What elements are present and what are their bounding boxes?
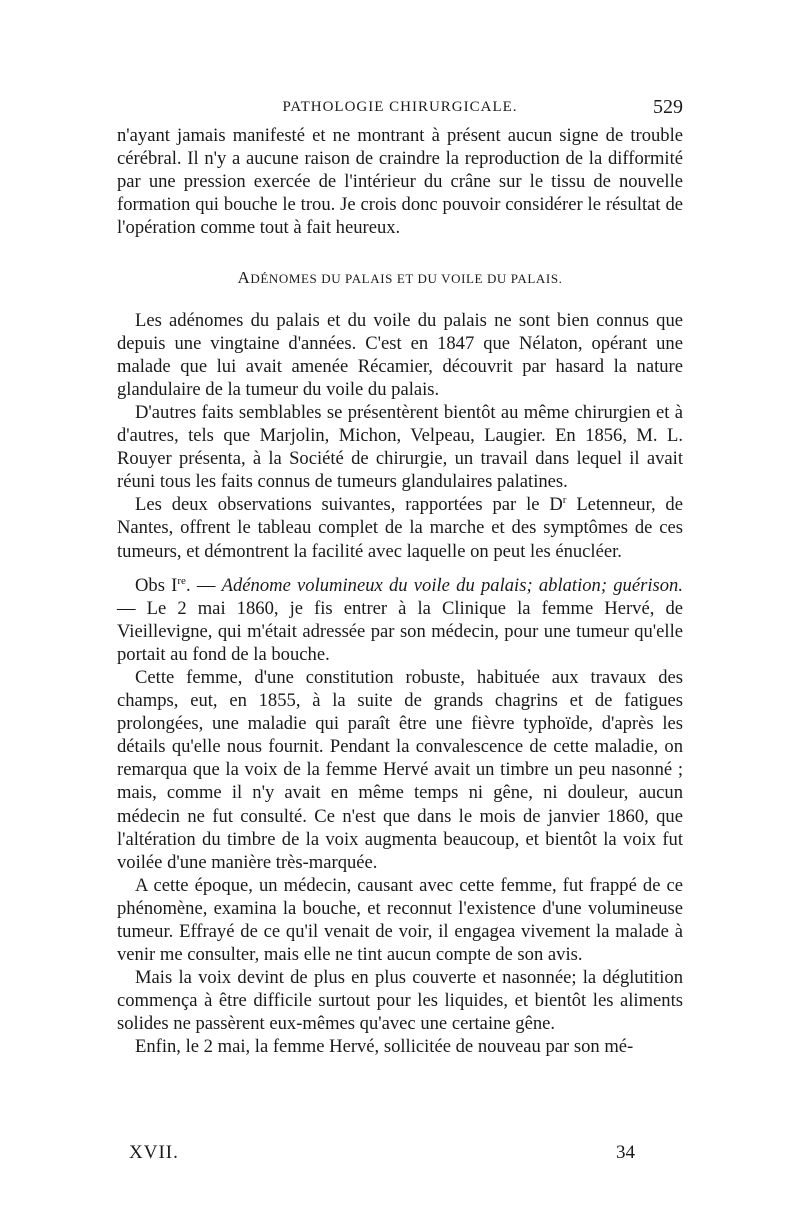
observation-title: Adénome volumineux du voile du palais; ablation; guérison. bbox=[221, 574, 683, 596]
running-title: PATHOLOGIE CHIRURGICALE. bbox=[282, 99, 518, 115]
paragraph-observations-rest: Letenneur, de Nantes, offrent le tableau complet de la marche et des symptômes de ces tumeurs, et démontrent la facilité avec laquelle on peut les énucléer. bbox=[117, 494, 683, 562]
section-heading-initial: A bbox=[237, 268, 251, 288]
page-header bbox=[117, 96, 683, 120]
section-heading-text: DÉNOMES DU PALAIS ET DU VOILE DU PALAIS. bbox=[250, 271, 563, 287]
observation-text: — Le 2 mai 1860, je fis entrer à la Clinique la femme Hervé, de Vieillevigne, qui m'était adressée par son médecin, pour une tumeur qu'elle portait au fond de la bouche. bbox=[117, 597, 683, 665]
observation-superscript: re bbox=[177, 574, 186, 587]
page-number: 529 bbox=[653, 96, 683, 118]
paragraph-intro: Les adénomes du palais et du voile du palais ne sont bien connus que depuis une vingtaine d'années. C'est en 1847 que Nélaton, opérant une malade que lui avait amenée Récamier, découvrit par hasard la nature glandulaire de la tumeur du voile du palais. bbox=[117, 309, 683, 400]
paragraph-observations bbox=[117, 493, 683, 562]
paragraph-doctor-visit: A cette époque, un médecin, causant avec cette femme, fut frappé de ce phénomène, examina la bouche, et reconnut l'existence d'une volumineuse tumeur. Effrayé de ce qu'il venait de voir, il engagea vivement la malade à venir me consulter, mais elle ne tint aucun compte de son avis. bbox=[117, 874, 683, 966]
paragraph-observations-text: Les deux observations suivantes, rapportées par le D bbox=[135, 494, 563, 516]
paragraph-symptoms: Mais la voix devint de plus en plus couverte et nasonnée; la déglutition commença à être difficile surtout pour les liquides, et bientôt les aliments solides ne passèrent eux-mêmes qu'avec une certaine gêne. bbox=[117, 967, 683, 1035]
paragraph-history-patient: Cette femme, d'une constitution robuste, habituée aux travaux des champs, eut, en 1855, à la suite de grands chagrins et de fatigues prolongées, une maladie qui paraît être une fièvre typhoïde, d'après les détails qu'elle nous fournit. Pendant la convalescence de cette maladie, on remarqua que la voix de la femme Hervé avait un timbre un peu nasonné ; mais, comme il n'y avait en même temps ni gêne, ni douleur, aucun médecin ne fut consulté. Ce n'est que dans le mois de janvier 1860, que l'altération du timbre de la voix augmenta beaucoup, et bientôt la voix fut voilée d'une manière très-marquée. bbox=[117, 666, 683, 873]
superscript-r: r bbox=[562, 494, 567, 507]
page-footer bbox=[117, 1142, 683, 1168]
paragraph-final: Enfin, le 2 mai, la femme Hervé, sollicitée de nouveau par son mé- bbox=[135, 1036, 634, 1058]
page-body bbox=[117, 124, 683, 1059]
observation-one bbox=[117, 574, 683, 666]
signature-mark: XVII. bbox=[129, 1142, 179, 1163]
section-heading bbox=[117, 266, 683, 290]
sheet-number: 34 bbox=[616, 1142, 635, 1163]
observation-label: Obs I bbox=[135, 574, 178, 596]
paragraph-continued: n'ayant jamais manifesté et ne montrant à présent aucun signe de trouble cérébral. Il n'y a aucune raison de craindre la reproduction de la difformité par une pression exercée de l'intérieur du crâne sur le tissu de nouvelle formation qui bouche le trou. Je crois donc pouvoir considérer le résultat de l'opération comme tout à fait heureux. bbox=[117, 125, 683, 239]
observation-dash: . — bbox=[185, 574, 222, 596]
paragraph-history: D'autres faits semblables se présentèrent bientôt au même chirurgien et à d'autres, tels que Marjolin, Michon, Velpeau, Laugier. En 1856, M. L. Rouyer présenta, à la Société de chirurgie, un travail dans lequel il avait réuni tous les faits connus de tumeurs glandulaires palatines. bbox=[117, 401, 683, 493]
